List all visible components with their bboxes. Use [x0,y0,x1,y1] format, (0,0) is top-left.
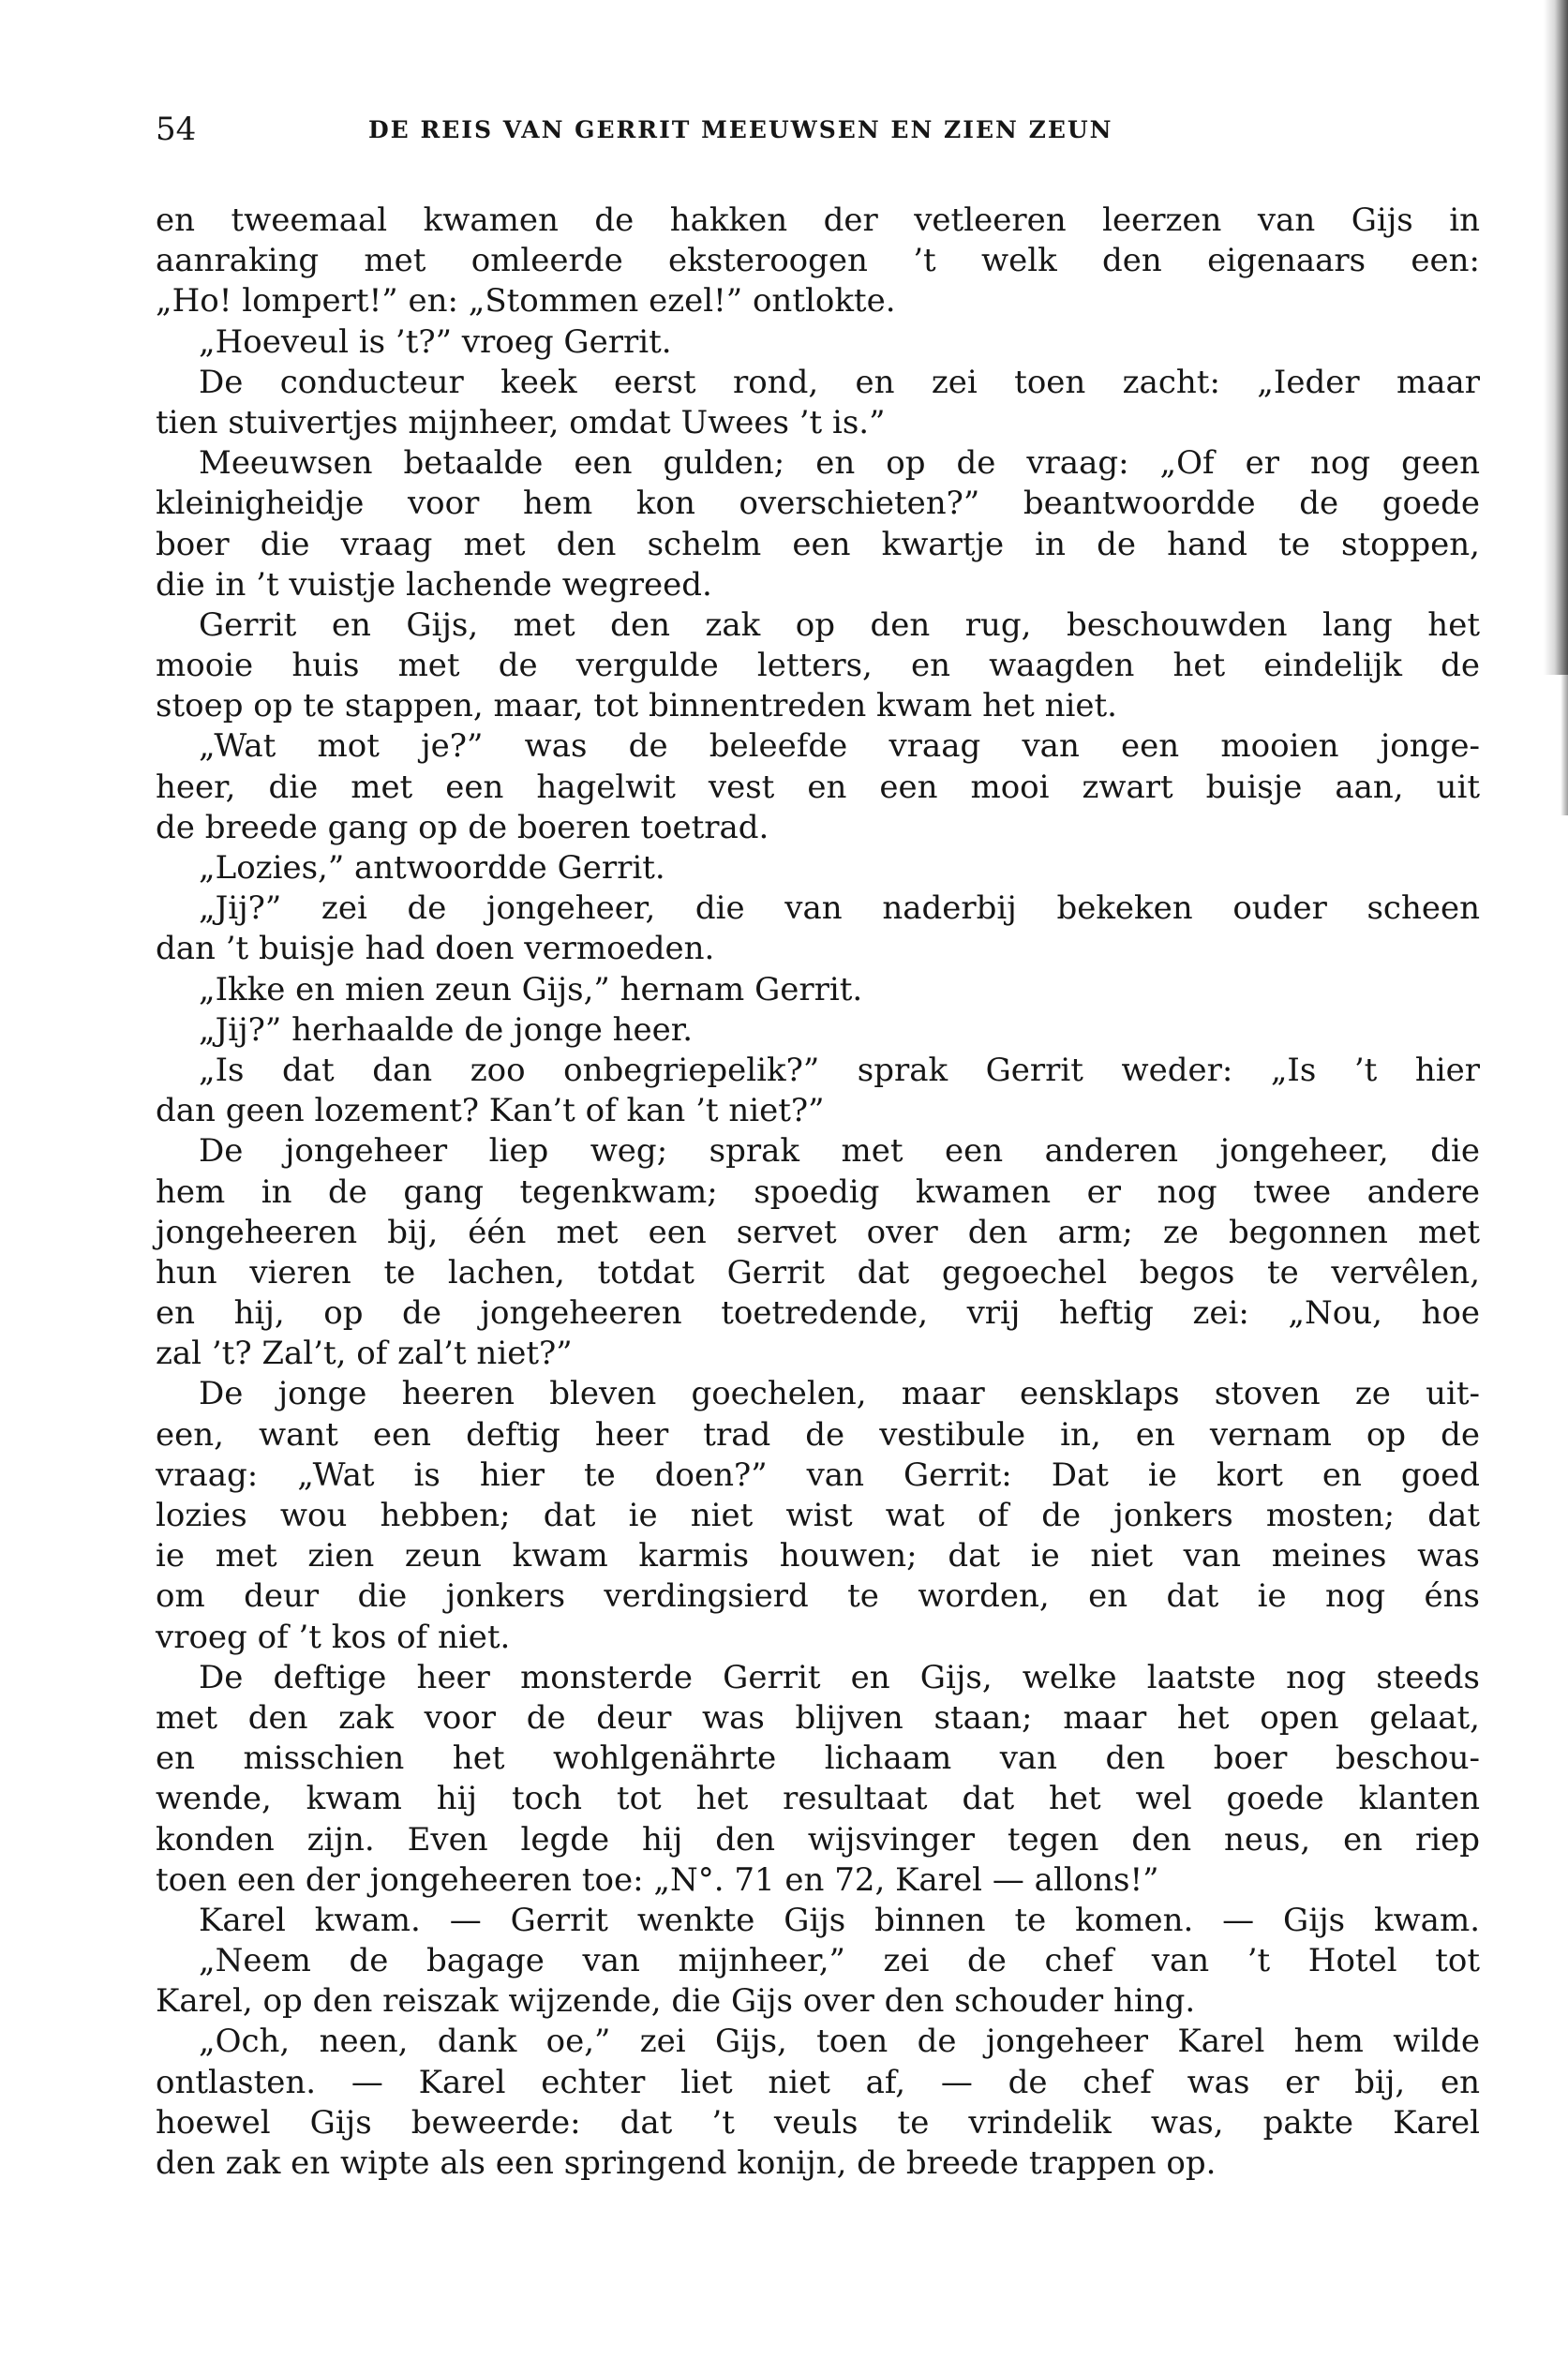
text-line: mooie huis met de vergulde letters, en waagden het eindelijk de [156,647,1480,685]
text-line: vroeg of ’t kos of niet. [156,1618,511,1656]
text-line: dan geen lozement? Kan’t of kan ’t niet?” [156,1092,825,1130]
text-line: Karel, op den reiszak wijzende, die Gijs over den schouder hing. [156,1982,1196,2021]
text-line: zal ’t? Zal’t, of zal’t niet?” [156,1335,573,1373]
text-line: stoep op te stappen, maar, tot binnentreden kwam het niet. [156,687,1117,725]
text-line: jongeheeren bij, één met een servet over den arm; ze begonnen met [156,1213,1480,1251]
text-line: de breede gang op de boeren toetrad. [156,808,769,846]
text-line: met den zak voor de deur was blijven staan; maar het open gelaat, [156,1698,1480,1737]
text-line: aanraking met omleerde eksteroogen ’t welk den eigenaars een: [156,242,1480,280]
text-line: Meeuwsen betaalde een gulden; en op de vraag: „Of er nog geen [199,444,1480,483]
text-line: toen een der jongeheeren toe: „N°. 71 en 72, Karel — allons!” [156,1860,1159,1899]
text-line: vraag: „Wat is hier te doen?” van Gerrit: Dat ie kort en goed [156,1456,1480,1494]
scan-shadow-edge [1544,0,1568,675]
body-text [156,201,1480,2184]
text-line: konden zijn. Even legde hij den wijsvinger tegen den neus, en riep [156,1820,1480,1859]
text-line: en misschien het wohlgenährte lichaam van den boer beschou- [156,1739,1480,1778]
page-header [156,111,1248,148]
scan-shadow-edge-lower [1561,675,1568,815]
text-line: hoewel Gijs beweerde: dat ’t veuls te vrindelik was, pakte Karel [156,2103,1480,2142]
text-line: De deftige heer monsterde Gerrit en Gijs, welke laatste nog steeds [199,1658,1480,1696]
text-line: boer die vraag met den schelm een kwartje in de hand te stoppen, [156,525,1480,563]
page-number: 54 [156,111,197,148]
text-line: een, want een deftig heer trad de vestibule in, en vernam op de [156,1415,1480,1454]
running-title: DE REIS VAN GERRIT MEEUWSEN EN ZIEN ZEUN [368,116,1113,143]
text-line: De conducteur keek eerst rond, en zei toen zacht: „Ieder maar [199,363,1480,401]
text-line: heer, die met een hagelwit vest en een mooi zwart buisje aan, uit [156,768,1480,806]
text-line: den zak en wipte als een springend konijn, de breede trappen op. [156,2144,1217,2182]
text-line: en hij, op de jongeheeren toetredende, vrij heftig zei: „Nou, hoe [156,1294,1480,1333]
text-line: „Wat mot je?” was de beleefde vraag van een mooien jonge- [199,727,1480,766]
text-line: De jonge heeren bleven goechelen, maar eensklaps stoven ze uit- [199,1375,1480,1413]
text-line: „Neem de bagage van mijnheer,” zei de chef van ’t Hotel tot [199,1942,1480,1980]
text-line: hun vieren te lachen, totdat Gerrit dat gegoechel begos te vervêlen, [156,1253,1480,1292]
text-line: „Ikke en mien zeun Gijs,” hernam Gerrit. [199,970,863,1008]
text-line: „Jij?” herhaalde de jonge heer. [199,1010,694,1049]
text-line: „Is dat dan zoo onbegriepelik?” sprak Gerrit weder: „Is ’t hier [199,1051,1480,1089]
text-line: en tweemaal kwamen de hakken der vetleeren leerzen van Gijs in [156,202,1480,239]
text-line: De jongeheer liep weg; sprak met een anderen jongeheer, die [199,1132,1480,1171]
text-line: ie met zien zeun kwam karmis houwen; dat ie niet van meines was [156,1537,1480,1575]
text-line: „Och, neen, dank oe,” zei Gijs, toen de jongeheer Karel hem wilde [199,2023,1480,2061]
text-line: wende, kwam hij toch tot het resultaat dat het wel goede klanten [156,1780,1480,1818]
text-line: lozies wou hebben; dat ie niet wist wat of de jonkers mosten; dat [156,1497,1480,1534]
text-line: dan ’t buisje had doen vermoeden. [156,930,715,968]
text-line: Karel kwam. — Gerrit wenkte Gijs binnen te komen. — Gijs kwam. [199,1901,1480,1939]
text-line: „Ho! lompert!” en: „Stommen ezel!” ontlokte. [156,282,896,321]
text-line: om deur die jonkers verdingsierd te worden, en dat ie nog éns [156,1577,1480,1616]
text-line: hem in de gang tegenkwam; spoedig kwamen er nog twee andere [156,1172,1480,1211]
text-line: tien stuivertjes mijnheer, omdat Uwees ’t is.” [156,403,886,441]
text-line: kleinigheidje voor hem kon overschieten?” beantwoordde de goede [156,485,1480,523]
text-line: „Hoeveul is ’t?” vroeg Gerrit. [199,322,672,361]
text-line: „Lozies,” antwoordde Gerrit. [199,849,665,887]
text-line: ontlasten. — Karel echter liet niet af, — de chef was er bij, en [156,2063,1480,2101]
text-line: die in ’t vuistje lachende wegreed. [156,565,712,604]
text-line: Gerrit en Gijs, met den zak op den rug, beschouwden lang het [199,605,1480,644]
text-line: „Jij?” zei de jongeheer, die van naderbij bekeken ouder scheen [199,889,1480,928]
